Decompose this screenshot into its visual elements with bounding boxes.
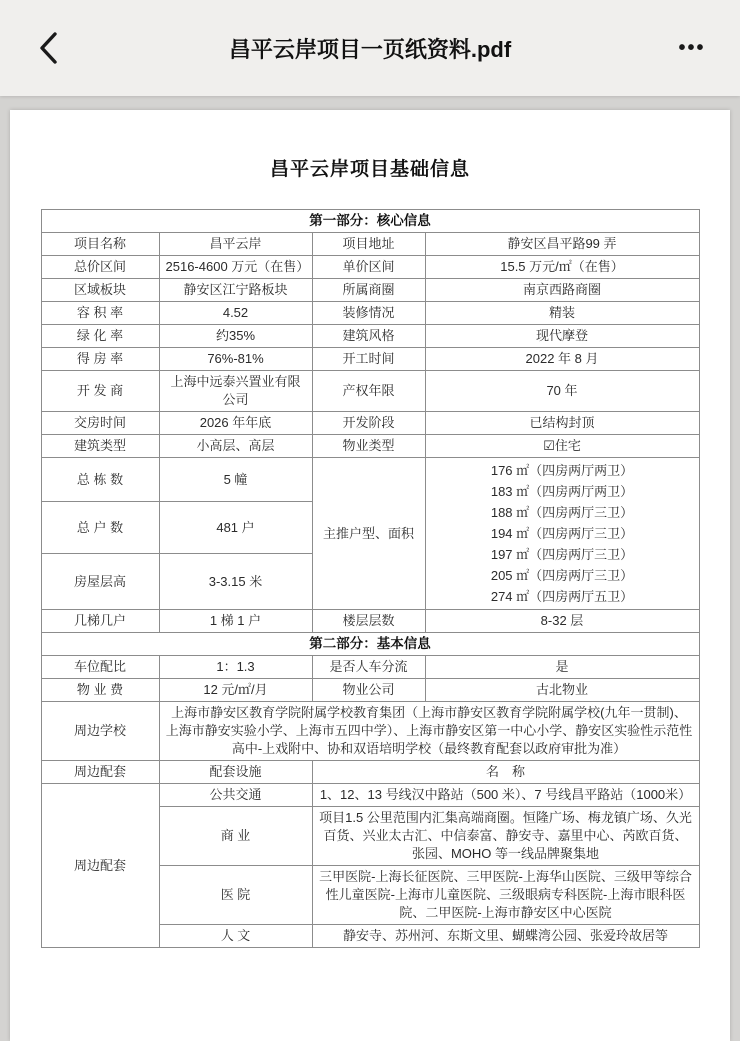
unit-type: 205 ㎡（四房两厅三卫） [490, 568, 634, 583]
field-label: 总 栋 数 [41, 458, 159, 502]
field-label: 楼层层数 [312, 610, 425, 633]
back-button[interactable] [26, 26, 70, 70]
field-value: 12 元/㎡/月 [159, 679, 312, 702]
field-label: 几梯几户 [41, 610, 159, 633]
field-label: 绿 化 率 [41, 325, 159, 348]
field-value: 1 梯 1 户 [159, 610, 312, 633]
facility-category: 公共交通 [159, 784, 312, 807]
facility-detail: 静安寺、苏州河、东斯文里、蝴蝶湾公园、张爱玲故居等 [312, 925, 699, 948]
field-value: 3-3.15 米 [159, 554, 312, 610]
titlebar [0, 0, 740, 96]
field-value: 已结构封顶 [425, 412, 699, 435]
column-header: 配套设施 [159, 761, 312, 784]
field-label: 总 户 数 [41, 502, 159, 554]
facility-detail: 三甲医院-上海长征医院、三甲医院-上海华山医院、三级甲等综合性儿童医院-上海市儿童医院、三级眼病专科医院-上海市眼科医院、二甲医院-上海市静安区中心医院 [312, 866, 699, 925]
table-row [41, 348, 699, 371]
field-value: 昌平云岸 [159, 233, 312, 256]
chevron-left-icon [37, 31, 59, 65]
checkbox-value: ☑住宅 [425, 435, 699, 458]
field-label: 建筑类型 [41, 435, 159, 458]
table-row [41, 233, 699, 256]
field-label: 所属商圈 [312, 279, 425, 302]
field-label: 建筑风格 [312, 325, 425, 348]
field-label: 项目名称 [41, 233, 159, 256]
unit-type: 183 ㎡（四房两厅两卫） [490, 484, 634, 499]
field-value: 现代摩登 [425, 325, 699, 348]
table-row [41, 256, 699, 279]
table-row [41, 435, 699, 458]
field-label: 区域板块 [41, 279, 159, 302]
facility-row [41, 784, 699, 807]
info-table [41, 209, 700, 948]
facilities-header-row [41, 761, 699, 784]
field-value: 上海中远泰兴置业有限公司 [159, 371, 312, 412]
field-label: 周边配套 [41, 784, 159, 948]
more-options-button[interactable] [670, 26, 714, 70]
field-label: 是否人车分流 [312, 656, 425, 679]
facility-detail: 1、12、13 号线汉中路站（500 米）、7 号线昌平路站（1000米） [312, 784, 699, 807]
unit-type: 274 ㎡（四房两厅五卫） [490, 589, 634, 604]
facility-detail: 项目1.5 公里范围内汇集高端商圈。恒隆广场、梅龙镇广场、久光百货、兴业太古汇、中信泰富、静安寺、嘉里中心、芮欧百货、张园、MOHO 等一线品牌聚集地 [312, 807, 699, 866]
table-row [41, 656, 699, 679]
field-value: 1：1.3 [159, 656, 312, 679]
field-label: 房屋层高 [41, 554, 159, 610]
field-label: 周边学校 [41, 702, 159, 761]
facility-category: 医 院 [159, 866, 312, 925]
field-value: 南京西路商圈 [425, 279, 699, 302]
field-label: 得 房 率 [41, 348, 159, 371]
field-value: 70 年 [425, 371, 699, 412]
field-label: 装修情况 [312, 302, 425, 325]
field-label: 容 积 率 [41, 302, 159, 325]
column-header: 名 称 [312, 761, 699, 784]
field-value: 静安区昌平路99 弄 [425, 233, 699, 256]
field-value: 76%-81% [159, 348, 312, 371]
field-value: 5 幢 [159, 458, 312, 502]
field-value: 2026 年年底 [159, 412, 312, 435]
ellipsis-icon: ••• [678, 37, 706, 59]
field-value: 古北物业 [425, 679, 699, 702]
field-value: 精装 [425, 302, 699, 325]
table-row [41, 279, 699, 302]
schools-row [41, 702, 699, 761]
field-value: 小高层、高层 [159, 435, 312, 458]
field-label: 物 业 费 [41, 679, 159, 702]
viewer-content [0, 96, 740, 1041]
pdf-page [10, 110, 730, 1041]
field-value: 481 户 [159, 502, 312, 554]
field-label: 开工时间 [312, 348, 425, 371]
unit-type-list [425, 458, 699, 610]
section2-header-row [41, 633, 699, 656]
table-row [41, 325, 699, 348]
unit-type: 197 ㎡（四房两厅三卫） [490, 547, 634, 562]
document-filename: 昌平云岸项目一页纸资料.pdf [228, 36, 512, 62]
facility-category: 人 文 [159, 925, 312, 948]
section1-header-row [41, 210, 699, 233]
field-label: 物业公司 [312, 679, 425, 702]
table-row [41, 679, 699, 702]
field-value: 15.5 万元/㎡（在售） [425, 256, 699, 279]
field-label: 单价区间 [312, 256, 425, 279]
unit-type: 188 ㎡（四房两厅三卫） [490, 505, 634, 520]
field-label: 开 发 商 [41, 371, 159, 412]
page-title: 昌平云岸项目基础信息 [269, 159, 470, 180]
field-label: 交房时间 [41, 412, 159, 435]
field-label: 物业类型 [312, 435, 425, 458]
field-value: 2022 年 8 月 [425, 348, 699, 371]
unit-type: 194 ㎡（四房两厅三卫） [490, 526, 634, 541]
field-value: 4.52 [159, 302, 312, 325]
field-value: 静安区江宁路板块 [159, 279, 312, 302]
table-row [41, 371, 699, 412]
field-label: 主推户型、面积 [312, 458, 425, 610]
section-header: 第二部分：基本信息 [41, 633, 699, 656]
field-label: 项目地址 [312, 233, 425, 256]
field-value: 8-32 层 [425, 610, 699, 633]
field-value: 约35% [159, 325, 312, 348]
unit-type: 176 ㎡（四房两厅两卫） [490, 463, 634, 478]
table-row [41, 412, 699, 435]
section-header: 第一部分：核心信息 [41, 210, 699, 233]
field-label: 车位配比 [41, 656, 159, 679]
field-label: 周边配套 [41, 761, 159, 784]
field-label: 总价区间 [41, 256, 159, 279]
facility-category: 商 业 [159, 807, 312, 866]
field-value: 2516-4600 万元（在售） [159, 256, 312, 279]
table-row [41, 302, 699, 325]
field-value: 是 [425, 656, 699, 679]
field-label: 开发阶段 [312, 412, 425, 435]
schools-text: 上海市静安区教育学院附属学校教育集团（上海市静安区教育学院附属学校(九年一贯制)、上海市静安实验小学、上海市五四中学）、上海市静安区第一中心小学、静安区实验性示范性高中-上戏附中、协和双语培明学校（最终教育配套以政府审批为准） [159, 702, 699, 761]
table-row [41, 458, 699, 502]
field-label: 产权年限 [312, 371, 425, 412]
table-row [41, 610, 699, 633]
